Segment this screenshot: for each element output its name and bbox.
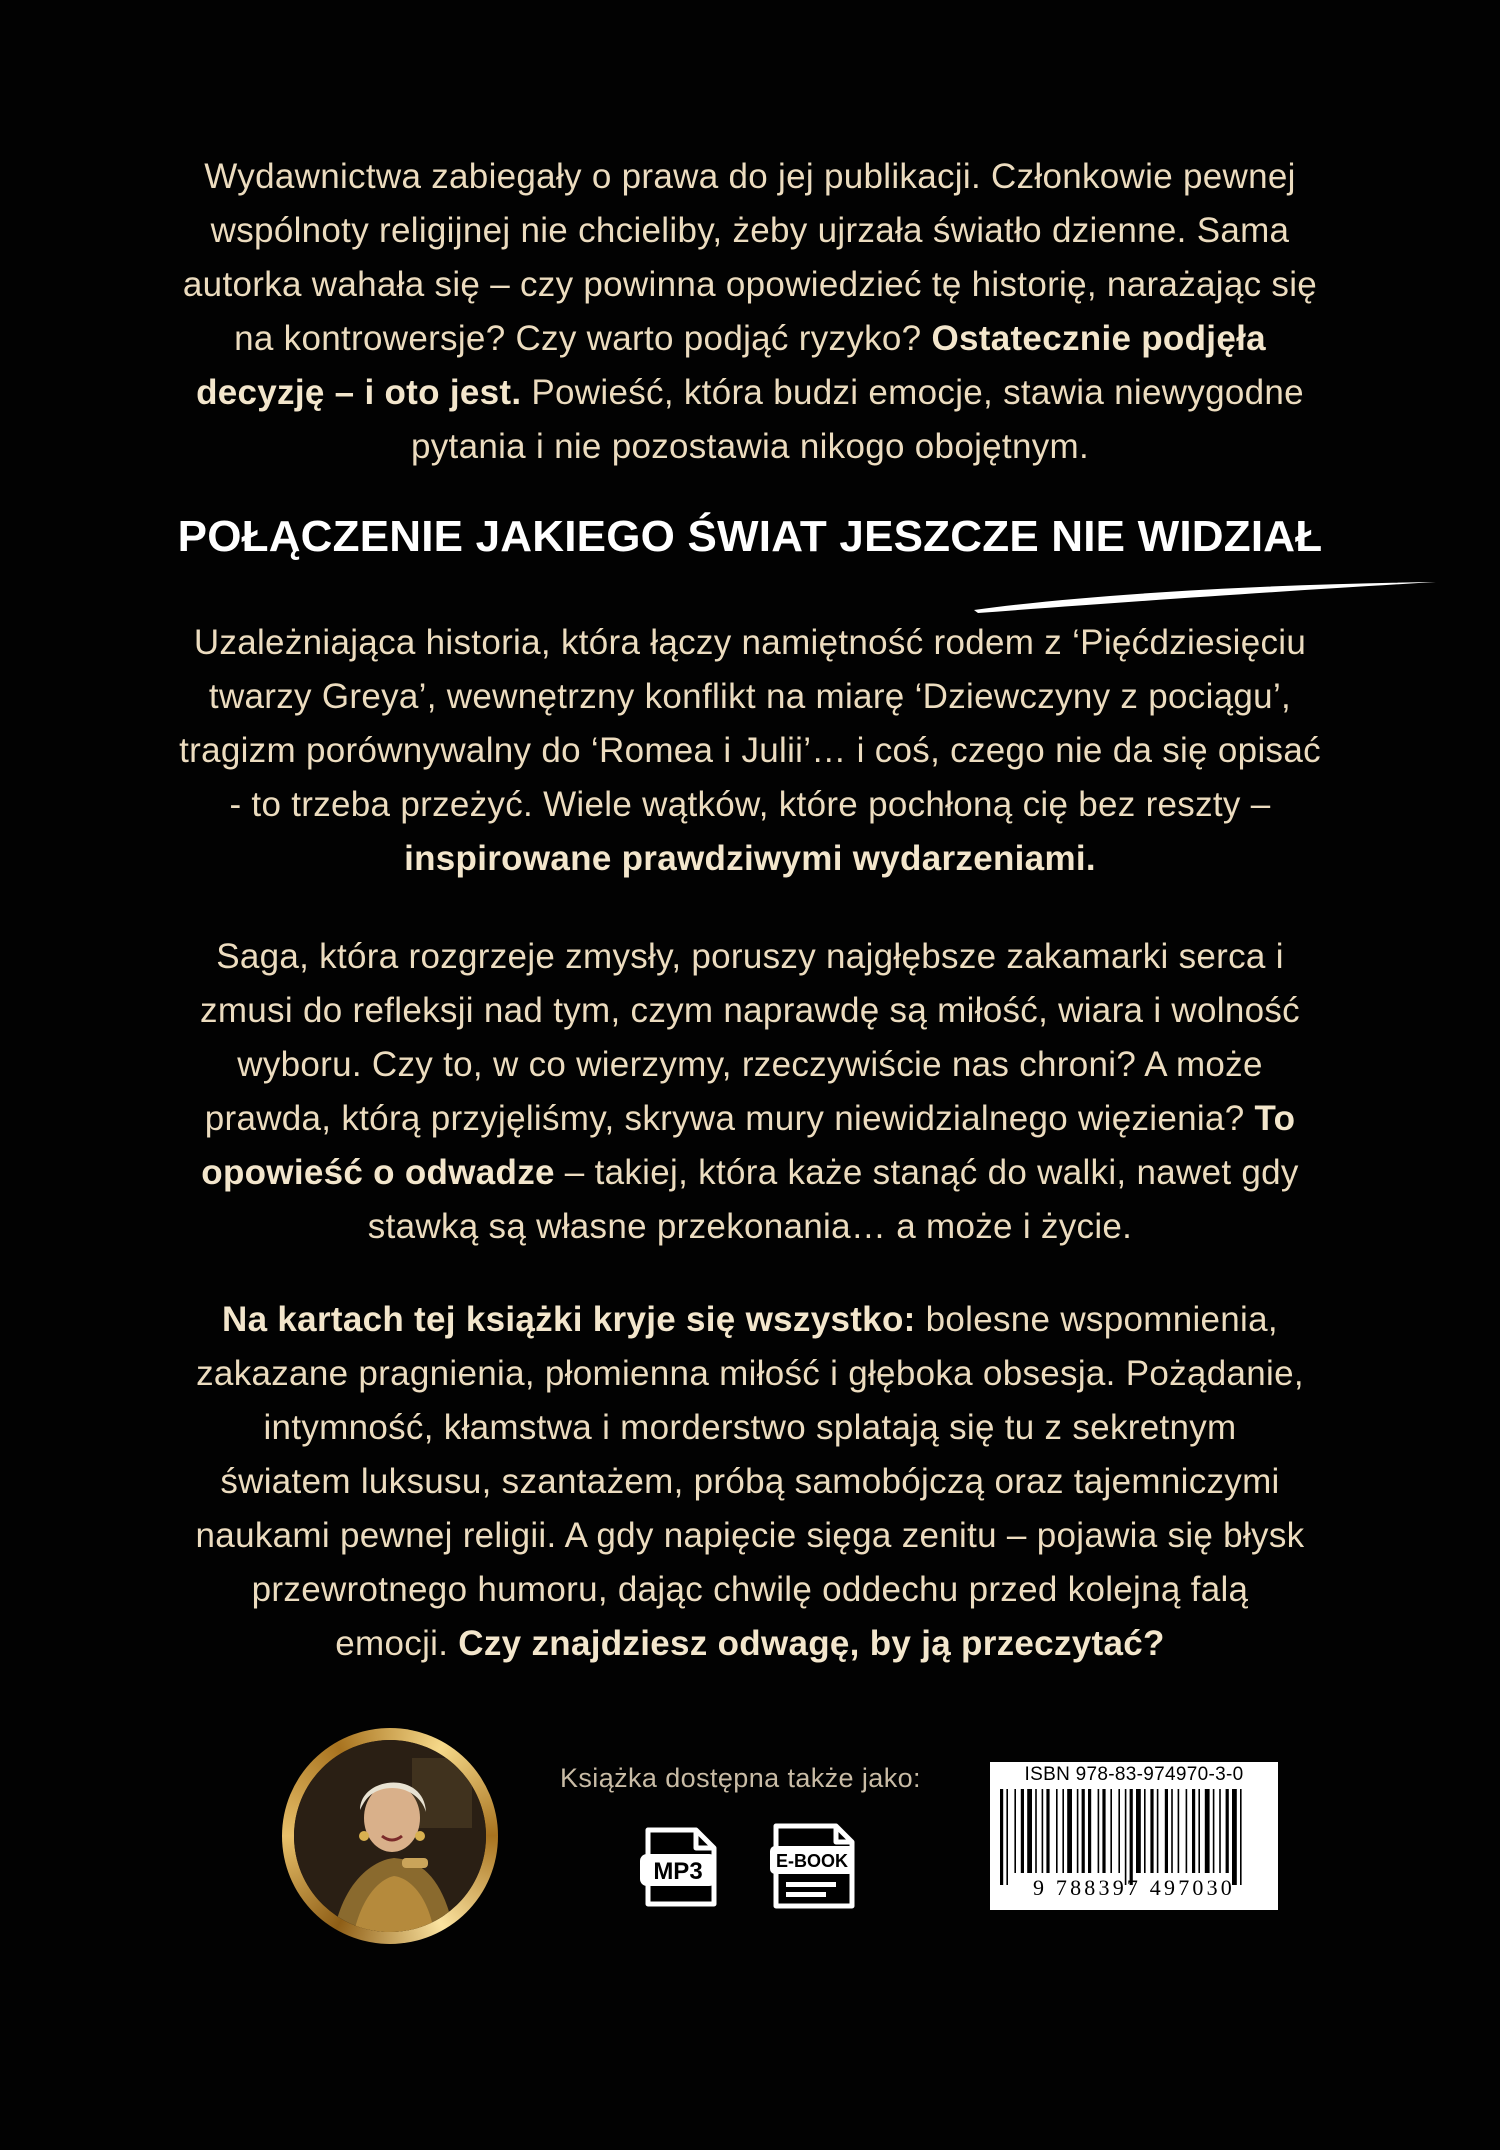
formats-label: Książka dostępna także jako: — [560, 1763, 921, 1793]
intro-line-5: Powieść, która budzi emocje, stawia niewygodne — [521, 373, 1304, 412]
comparison-line-2: twarzy Greya’, wewnętrzny konflikt na miarę ‘Dziewczyny z pociągu’, — [208, 677, 1292, 716]
barcode-bar — [1125, 1789, 1127, 1885]
barcode-bar — [1042, 1789, 1044, 1873]
barcode-bar — [1213, 1789, 1215, 1873]
contents-line-1: bolesne wspomnienia, — [915, 1300, 1278, 1339]
intro-line-1: Wydawnictwa zabiegały o prawa do jej publikacji. Członkowie pewnej — [204, 157, 1296, 196]
barcode-bar — [1192, 1789, 1195, 1873]
barcode-bar — [1232, 1789, 1237, 1885]
underline-swoosh — [970, 576, 1440, 616]
saga-line-4: prawda, którą przyjęliśmy, skrywa mury niewidzialnego więzienia? — [204, 1099, 1255, 1138]
comparison-line-1: Uzależniająca historia, która łączy namiętność rodem z ‘Pięćdziesięciu — [193, 623, 1307, 662]
author-portrait-frame — [282, 1728, 498, 1944]
isbn-number: ISBN 978-83-974970-3-0 — [1024, 1764, 1244, 1785]
intro-line-5-bold: decyzję – i oto jest. — [196, 373, 522, 412]
barcode-bar — [1150, 1789, 1153, 1873]
barcode-bar — [1205, 1789, 1210, 1873]
barcode-bar — [1144, 1789, 1146, 1873]
barcode-bar — [1014, 1789, 1016, 1873]
barcode-bar — [1027, 1789, 1032, 1873]
intro-line-6: pytania i nie pozostawia nikogo obojętnym. — [410, 427, 1089, 466]
comparison-line-4: - to trzeba przeżyć. Wiele wątków, które pochłoną cię bez reszty – — [229, 785, 1271, 824]
barcode-bar — [1056, 1789, 1058, 1873]
barcode-bar — [1186, 1789, 1188, 1873]
barcode-bar — [1062, 1789, 1064, 1873]
barcode-bar — [1035, 1789, 1037, 1873]
isbn-barcode — [990, 1762, 1278, 1910]
barcode-bar — [1130, 1789, 1133, 1885]
barcode-bar — [1088, 1789, 1091, 1873]
barcode-bar — [1006, 1789, 1008, 1885]
author-portrait — [294, 1740, 486, 1932]
saga-line-6: stawką są własne przekonania… a może i życie. — [367, 1207, 1133, 1246]
barcode-bar — [1046, 1789, 1049, 1873]
intro-line-3: autorka wahała się – czy powinna opowiedzieć tę historię, narażając się — [182, 265, 1318, 304]
barcode-bar — [1102, 1789, 1105, 1873]
barcode-bar — [1067, 1789, 1072, 1873]
contents-line-7: emocji. — [335, 1624, 459, 1663]
barcode-bar — [1240, 1789, 1242, 1885]
saga-line-5: – takiej, która każe stanąć do walki, nawet gdy — [554, 1153, 1299, 1192]
mp3-file-icon — [638, 1824, 726, 1910]
intro-line-4-bold: Ostatecznie podjęła — [931, 319, 1266, 358]
saga-line-2: zmusi do refleksji nad tym, czym naprawdę są miłość, wiara i wolność — [200, 991, 1300, 1030]
barcode-bar — [1198, 1789, 1200, 1873]
barcode-bar — [1077, 1789, 1079, 1873]
barcode-bar — [1171, 1789, 1173, 1873]
intro-line-2: wspólnoty religijnej nie chcieliby, żeby ujrzała światło dzienne. Sama — [210, 211, 1290, 250]
section-heading: POŁĄCZENIE JAKIEGO ŚWIAT JESZCZE NIE WIDZIAŁ — [177, 512, 1323, 561]
barcode-bar — [1165, 1789, 1168, 1873]
contents-line-6: przewrotnego humoru, dając chwilę oddechu przed kolejną falą — [251, 1570, 1249, 1609]
saga-line-3: wyboru. Czy to, w co wierzymy, rzeczywiście nas chroni? A może — [237, 1045, 1263, 1084]
saga-line-5-bold: opowieść o odwadze — [201, 1153, 555, 1192]
barcode-bar — [1098, 1789, 1100, 1873]
barcode-bar — [1118, 1789, 1120, 1873]
barcode-bar — [1136, 1789, 1141, 1873]
contents-closing-question: Czy znajdziesz odwagę, by ją przeczytać? — [458, 1624, 1165, 1663]
contents-line-5: naukami pewnej religii. A gdy napięcie sięga zenitu – pojawia się błysk — [195, 1516, 1305, 1555]
ebook-file-icon — [768, 1820, 860, 1912]
intro-paragraph — [140, 150, 1360, 474]
comparison-paragraph — [140, 616, 1360, 886]
barcode-bars — [998, 1789, 1270, 1887]
barcode-bar — [1219, 1789, 1221, 1873]
contents-line-4: światem luksusu, szantażem, próbą samobójczą oraz tajemniczymi — [220, 1462, 1280, 1501]
contents-line-2: zakazane pragnienia, płomienna miłość i głęboka obsesja. Pożądanie, — [196, 1354, 1304, 1393]
comparison-line-3: tragizm porównywalny do ‘Romea i Julii’… i coś, czego nie da się opisać — [179, 731, 1321, 770]
barcode-bar — [1000, 1789, 1003, 1885]
comparison-bold-line: inspirowane prawdziwymi wydarzeniami. — [404, 839, 1096, 878]
portrait-illustration — [294, 1740, 486, 1932]
saga-line-1: Saga, która rozgrzeje zmysły, poruszy najgłębsze zakamarki serca i — [216, 937, 1284, 976]
barcode-bar — [1110, 1789, 1112, 1873]
barcode-bar — [1082, 1789, 1085, 1873]
barcode-bar — [1021, 1789, 1024, 1873]
barcode-digits: 9 788397 497030 — [1033, 1875, 1235, 1900]
ebook-icon-label: E-BOOK — [776, 1851, 848, 1871]
contents-paragraph — [140, 1293, 1360, 1671]
barcode-bar — [1157, 1789, 1159, 1873]
contents-line-3: intymność, kłamstwa i morderstwo splatają się tu z sekretnym — [263, 1408, 1237, 1447]
intro-line-4: na kontrowersje? Czy warto podjąć ryzyko? — [234, 319, 932, 358]
barcode-bar — [1178, 1789, 1180, 1873]
saga-paragraph — [140, 930, 1360, 1254]
barcode-bar — [1226, 1789, 1229, 1873]
mp3-icon-label: MP3 — [653, 1858, 703, 1885]
contents-line-1-bold: Na kartach tej książki kryje się wszystko: — [222, 1300, 916, 1339]
saga-line-4-bold: To — [1254, 1099, 1296, 1138]
